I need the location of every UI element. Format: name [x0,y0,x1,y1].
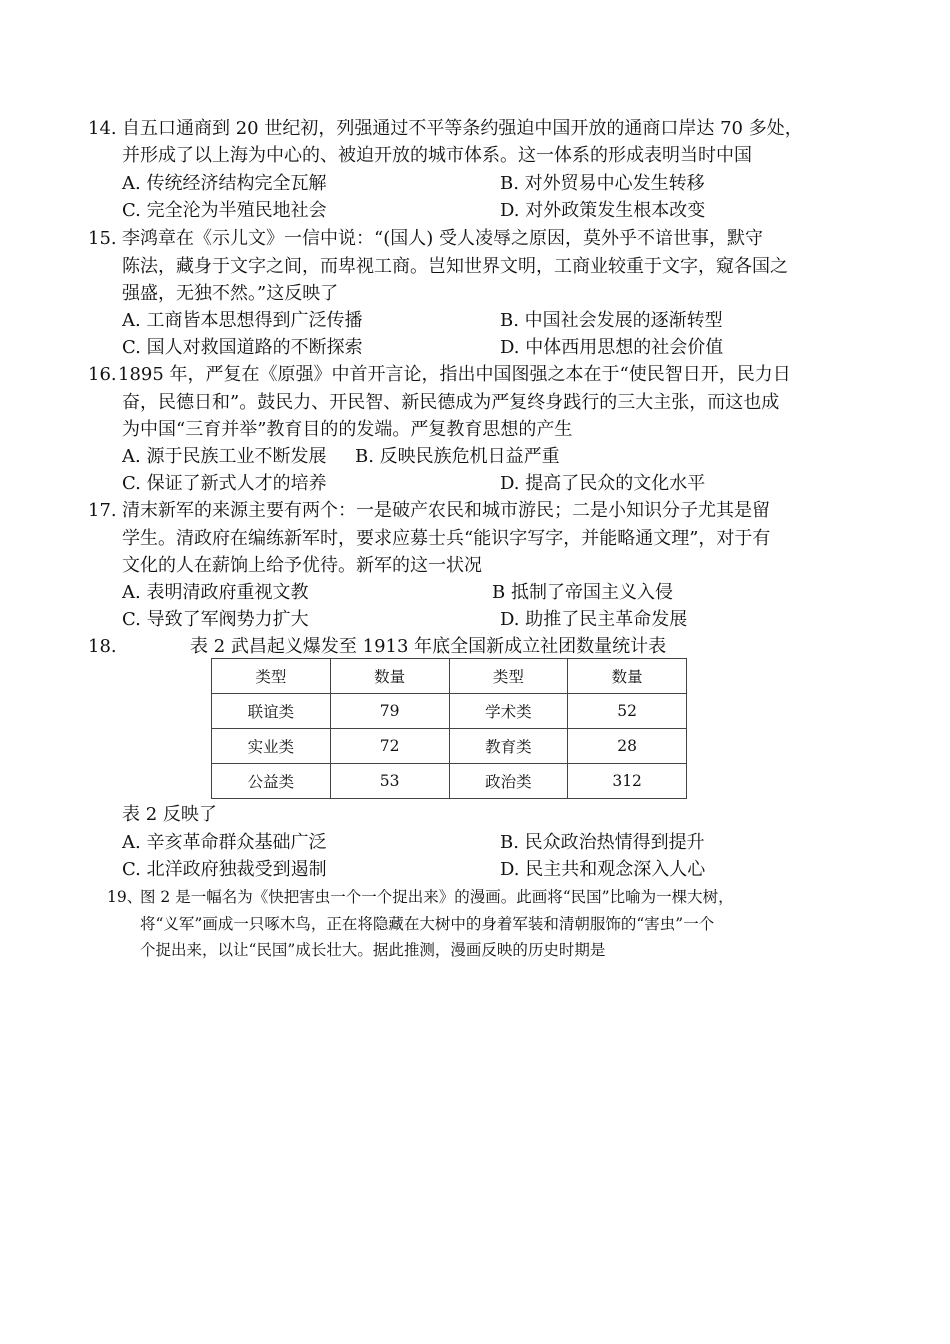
question-14-number: 14. [88,118,117,139]
table-header-cell: 数量 [330,659,449,694]
question-15-number: 15. [88,228,117,249]
question-17-stem-line-2: 学生。清政府在编练新军时，要求应募士兵“能识字写字，并能略通文理”，对于有 [122,528,771,549]
question-16-stem-line-1: 1895 年，严复在《原强》中首开言论，指出中国图强之本在于“使民智日开，民力日 [118,364,791,385]
table-cell: 312 [568,764,687,799]
question-15-stem-line-1: 李鸿章在《示儿文》一信中说：“(国人) 受人凌辱之原因，莫外乎不谙世事，默守 [122,228,763,249]
question-15-option-d[interactable]: D. 中体西用思想的社会价值 [500,337,724,358]
question-18-number: 18. [88,636,117,657]
question-18-option-c[interactable]: C. 北洋政府独裁受到遏制 [122,859,327,880]
table-header-cell: 类型 [449,659,568,694]
question-15-option-a[interactable]: A. 工商皆本思想得到广泛传播 [122,310,363,331]
question-17-stem-line-3: 文化的人在薪饷上给予优待。新军的这一状况 [122,555,482,576]
table-cell: 28 [568,729,687,764]
question-15-option-c[interactable]: C. 国人对救国道路的不断探索 [122,337,363,358]
question-16-option-a[interactable]: A. 源于民族工业不断发展 [122,446,327,467]
question-16-option-d[interactable]: D. 提高了民众的文化水平 [500,473,706,494]
table-cell: 联谊类 [212,694,331,729]
question-14-option-a[interactable]: A. 传统经济结构完全瓦解 [122,173,327,194]
question-18-stem: 表 2 反映了 [122,804,217,825]
question-18-option-b[interactable]: B. 民众政治热情得到提升 [500,832,705,853]
table-row [212,764,687,799]
question-18-option-a[interactable]: A. 辛亥革命群众基础广泛 [122,832,327,853]
table-cell: 学术类 [449,694,568,729]
table-cell: 72 [330,729,449,764]
question-16-stem-line-3: 为中国“三育并举”教育目的的发端。严复教育思想的产生 [122,419,573,440]
question-15-stem-line-3: 强盛，无独不然。”这反映了 [122,283,339,304]
question-17-option-c[interactable]: C. 导致了军阀势力扩大 [122,609,309,630]
table-cell: 53 [330,764,449,799]
question-18-option-d[interactable]: D. 民主共和观念深入人心 [500,859,706,880]
society-count-table [211,658,687,799]
question-14-option-c[interactable]: C. 完全沦为半殖民地社会 [122,200,327,221]
question-15-option-b[interactable]: B. 中国社会发展的逐渐转型 [500,310,723,331]
question-15-stem-line-2: 陈法，藏身于文字之间，而卑视工商。岂知世界文明，工商业较重于文字，窥各国之 [122,256,788,277]
table-cell: 79 [330,694,449,729]
question-16-number: 16. [88,364,117,385]
table-cell: 实业类 [212,729,331,764]
question-14-stem-line-1: 自五口通商到 20 世纪初，列强通过不平等条约强迫中国开放的通商口岸达 70 多处， [122,118,803,139]
table-cell: 教育类 [449,729,568,764]
question-17-option-a[interactable]: A. 表明清政府重视文教 [122,582,309,603]
question-16-option-b[interactable]: B. 反映民族危机日益严重 [355,446,560,467]
table-row [212,694,687,729]
question-17-option-b[interactable]: B 抵制了帝国主义入侵 [492,582,673,603]
question-16-option-c[interactable]: C. 保证了新式人才的培养 [122,473,327,494]
question-14-option-b[interactable]: B. 对外贸易中心发生转移 [500,173,705,194]
table-header-cell: 类型 [212,659,331,694]
table-row [212,729,687,764]
table-header-cell: 数量 [568,659,687,694]
table-header-row [212,659,687,694]
table-cell: 52 [568,694,687,729]
question-19-stem-line-2: 将“义军”画成一只啄木鸟，正在将隐藏在大树中的身着军装和清朝服饰的“害虫”一个 [140,915,715,933]
table-cell: 公益类 [212,764,331,799]
question-19-stem-line-3: 个捉出来，以让“民国”成长壮大。据此推测，漫画反映的历史时期是 [140,941,606,959]
question-19-number: 19、 [107,888,143,906]
question-19-stem-line-1: 图 2 是一幅名为《快把害虫一个一个捉出来》的漫画。此画将“民国”比喻为一棵大树， [140,888,734,906]
table-cell: 政治类 [449,764,568,799]
question-17-option-d[interactable]: D. 助推了民主革命发展 [500,609,688,630]
table-caption: 表 2 武昌起义爆发至 1913 年底全国新成立社团数量统计表 [190,636,667,657]
question-16-stem-line-2: 奋，民德日和”。鼓民力、开民智、新民德成为严复终身践行的三大主张，而这也成 [122,392,780,413]
question-17-stem-line-1: 清末新军的来源主要有两个：一是破产农民和城市游民；二是小知识分子尤其是留 [122,500,770,521]
question-17-number: 17. [88,500,117,521]
question-14-option-d[interactable]: D. 对外政策发生根本改变 [500,200,706,221]
question-14-stem-line-2: 并形成了以上海为中心的、被迫开放的城市体系。这一体系的形成表明当时中国 [122,145,752,166]
